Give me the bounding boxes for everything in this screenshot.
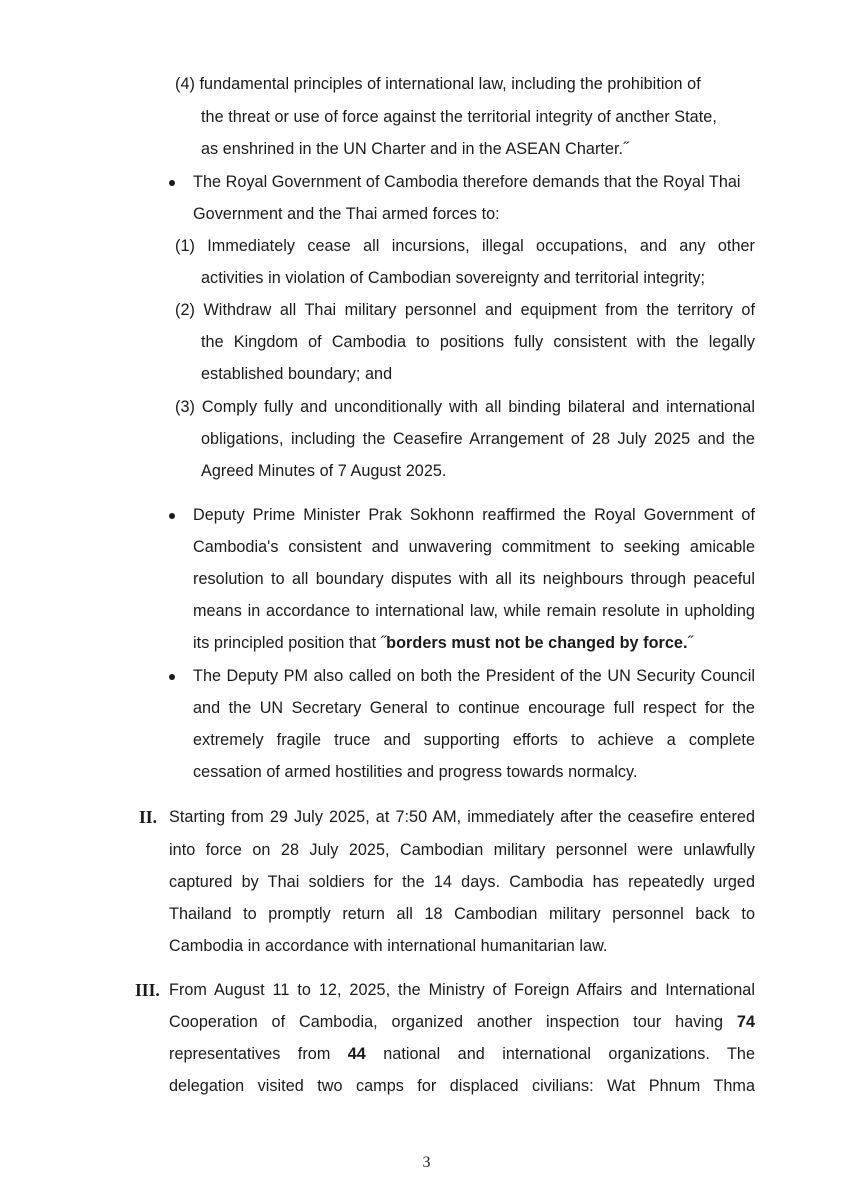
- section3-line3-text: representatives from: [169, 1045, 348, 1063]
- bullet2-emphasis: borders must not be changed by force.: [386, 634, 688, 652]
- bullet1-line1: The Royal Government of Cambodia therefore demands that the Royal Thai: [193, 173, 741, 191]
- section2-line1: Starting from 29 July 2025, at 7:50 AM, immediately after the ceasefire entered: [169, 808, 755, 826]
- section3-line2-text: Cooperation of Cambodia, organized another inspection tour having: [169, 1013, 737, 1031]
- bullet1-line2: Government and the Thai armed forces to:: [193, 205, 500, 223]
- demand1-line1: (1) Immediately cease all incursions, illegal occupations, and any other: [175, 237, 755, 255]
- bullet2-line1: Deputy Prime Minister Prak Sokhonn reaffirmed the Royal Government of: [193, 506, 755, 524]
- demand2-line1: (2) Withdraw all Thai military personnel and equipment from the territory of: [175, 301, 755, 319]
- demand3-line3: Agreed Minutes of 7 August 2025.: [201, 462, 447, 480]
- bullet3-line3: extremely fragile truce and supporting efforts to achieve a complete: [193, 731, 755, 749]
- demand1-line2: activities in violation of Cambodian sovereignty and territorial integrity;: [201, 269, 706, 287]
- point4-line1: (4) fundamental principles of international law, including the prohibition of: [175, 75, 701, 93]
- point4-line3: as enshrined in the UN Charter and in the ASEAN Charter.˝: [201, 140, 629, 158]
- bullet2-line4: means in accordance to international law, while remain resolute in upholding: [193, 602, 755, 620]
- bullet2-line3: resolution to all boundary disputes with all its neighbours through peaceful: [193, 570, 755, 588]
- bullet-marker: [169, 180, 175, 186]
- bullet-marker: [169, 674, 175, 680]
- bullet3-line1: The Deputy PM also called on both the President of the UN Security Council: [193, 667, 755, 685]
- bullet2-closing-quote: ˝: [687, 634, 693, 652]
- bullet2-line2: Cambodiaʹs consistent and unwavering commitment to seeking amicable: [193, 538, 755, 556]
- demand2-line2: the Kingdom of Cambodia to positions fully consistent with the legally: [201, 333, 755, 351]
- point4-line2: the threat or use of force against the territorial integrity of ancther State,: [201, 108, 717, 126]
- section3-line4: delegation visited two camps for displaced civilians: Wat Phnum Thma: [169, 1077, 755, 1095]
- section2-line2: into force on 28 July 2025, Cambodian military personnel were unlawfully: [169, 841, 755, 859]
- section3-line3: [169, 1044, 755, 1064]
- section-numeral-ii: II.: [139, 807, 157, 827]
- section3-line2: [169, 1012, 755, 1032]
- section2-line3: captured by Thai soldiers for the 14 days. Cambodia has repeatedly urged: [169, 873, 755, 891]
- demand2-line3: established boundary; and: [201, 365, 393, 383]
- section2-line5: Cambodia in accordance with international humanitarian law.: [169, 937, 608, 955]
- section3-line1: From August 11 to 12, 2025, the Ministry of Foreign Affairs and International: [169, 981, 755, 999]
- bullet2-line5: [193, 633, 693, 653]
- bullet3-line2: and the UN Secretary General to continue encourage full respect for the: [193, 699, 755, 717]
- page-number: 3: [422, 1154, 431, 1171]
- bullet2-line5-text: its principled position that ˝: [193, 634, 387, 652]
- section3-count-organizations: 44: [347, 1045, 366, 1063]
- demand3-line1: (3) Comply fully and unconditionally with all binding bilateral and international: [175, 398, 755, 416]
- bullet-marker: [169, 513, 175, 519]
- section3-count-representatives: 74: [736, 1013, 755, 1031]
- demand3-line2: obligations, including the Ceasefire Arrangement of 28 July 2025 and the: [201, 430, 755, 448]
- section-numeral-iii: III.: [135, 980, 160, 1000]
- section2-line4: Thailand to promptly return all 18 Cambodian military personnel back to: [169, 905, 755, 923]
- section3-line3-rest: national and international organizations. The: [365, 1045, 756, 1063]
- bullet3-line4: cessation of armed hostilities and progress towards normalcy.: [193, 763, 638, 781]
